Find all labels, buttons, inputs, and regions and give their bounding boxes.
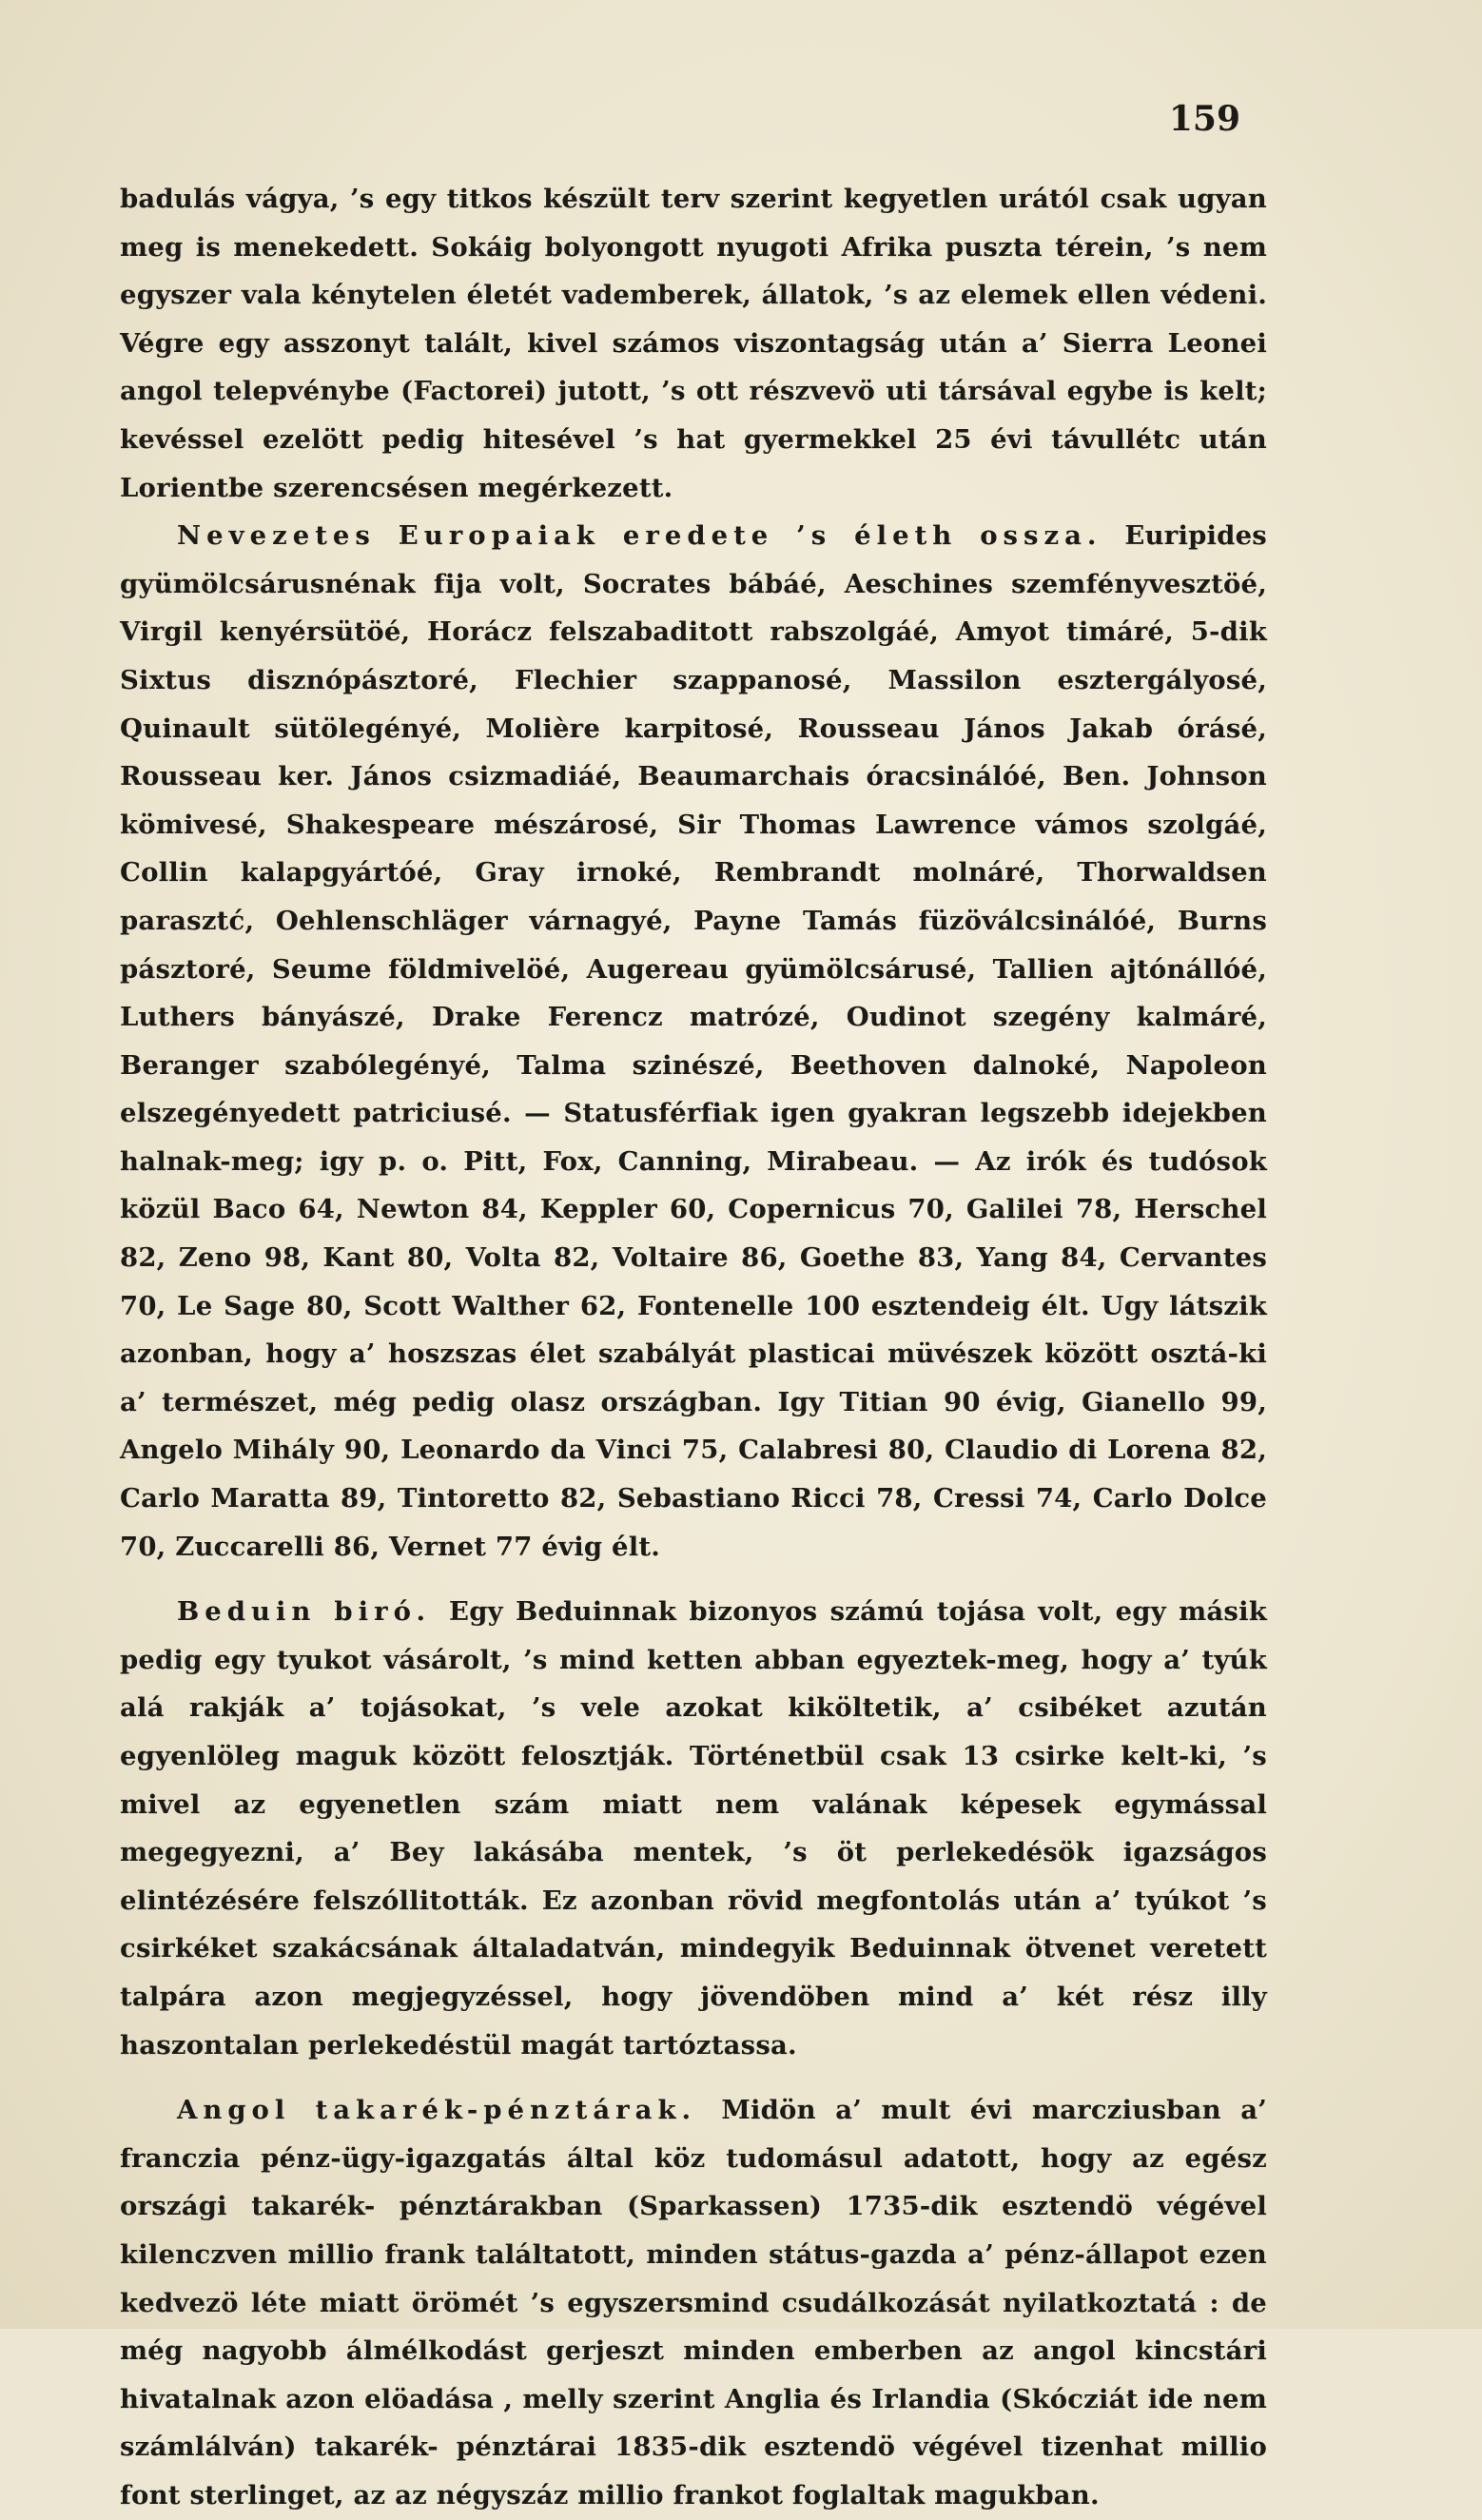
- paragraph-text: Midön a’ mult évi marcziusban a’ franczia pénz-ügy-igazgatás által köz tudomásul adatott, hogy az egész országi takarék- pénztárakban (Sparkassen) 1735-dik esztendö végével kilenczven millio frank találtatott, minden státus-gazda a’ pénz-állapot ezen kedvezö léte miatt örömét ’s egyszersmind csudálkozását nyilatkoztatá : de még nagyobb álmélkodást gerjeszt minden emberben az angol kincstári hivatalnak azon elöadása , melly szerint Anglia és Irlandia (Skócziát ide nem számlálván) takarék- pénztárai 1835-dik esztendö végével tizenhat millio font sterlinget, az az négyszáz millio frankot foglaltak magukban.: [120, 2095, 1267, 2510]
- text-block: [120, 175, 1267, 2520]
- paragraph-text: Egy Beduinnak bizonyos számú tojása volt, egy másik pedig egy tyukot vásárolt, ’s mind ketten abban egyeztek-meg, hogy a’ tyúk alá rakják a’ tojásokat, ’s vele azokat kiköltetik, a’ csibéket azután egyenlöleg maguk között felosztják. Történetbül csak 13 csirke kelt-ki, ’s mivel az egyenetlen szám miatt nem valának képesek egymással megegyezni, a’ Bey lakásába mentek, ’s öt perlekedésök igazságos elintézésére felszóllitották. Ez azonban rövid megfontolás után a’ tyúkot ’s csirkéket szakácsának általadatván, mindegyik Beduinnak ötvenet veretett talpára azon megjegyzéssel, hogy jövendöben mind a’ két rész illy haszontalan perlekedéstül magát tartóztassa.: [120, 1596, 1268, 2061]
- paragraph-escape-story: [120, 175, 1267, 512]
- paragraph-english-savings-banks: [120, 2086, 1267, 2519]
- section-heading: Nevezetes Europaiak eredete ’s életh ossza.: [177, 520, 1125, 552]
- paragraph-bedouin-judge: [120, 1588, 1267, 2069]
- paragraph-famous-europeans: [120, 512, 1267, 1571]
- page-number: 159: [1168, 99, 1240, 139]
- section-heading: Angol takarék-pénztárak.: [177, 2095, 722, 2126]
- section-heading: Beduin biró.: [177, 1596, 450, 1628]
- paragraph-text: badulás vágya, ’s egy titkos készült terv szerint kegyetlen urától csak ugyan meg is menekedett. Sokáig bolyongott nyugoti Afrika puszta térein, ’s nem egyszer vala kénytelen életét vademberek, állatok, ’s az elemek ellen védeni. Végre egy asszonyt talált, kivel számos viszontagság után a’ Sierra Leonei angol telepvénybe (Factorei) jutott, ’s ott részvevö uti társával egybe is kelt; kevéssel ezelött pedig hitesével ’s hat gyermekkel 25 évi távullétc után Lorientbe szerencsésen megérkezett.: [120, 184, 1267, 503]
- paragraph-text: Euripides gyümölcsárusnénak fija volt, Socrates bábáé, Aeschines szemfényvesztöé, Virgil kenyérsütöé, Horácz felszabaditott rabszolgáé, Amyot timáré, 5-dik Sixtus disznópásztoré, Flechier szappanosé, Massilon esztergályosé, Quinault sütölegényé, Molière karpitosé, Rousseau János Jakab órásé, Rousseau ker. János csizmadiáé, Beaumarchais óracsinálóé, Ben. Johnson kömivesé, Shakespeare mészárosé, Sir Thomas Lawrence vámos szolgáé, Collin kalapgyártóé, Gray irnoké, Rembrandt molnáré, Thorwaldsen parasztć, Oehlenschläger várnagyé, Payne Tamás füzöválcsinálóé, Burns pásztoré, Seume földmivelöé, Augereau gyümölcsárusé, Tallien ajtónállóé, Luthers bányászé, Drake Ferencz matrózé, Oudinot szegény kalmáré, Beranger szabólegényé, Talma szinészé, Beethoven dalnoké, Napoleon elszegényedett patriciusé. — Statusférfiak igen gyakran legszebb idejekben halnak-meg; igy p. o. Pitt, Fox, Canning, Mirabeau. — Az irók és tudósok közül Baco 64, Newton 84, Keppler 60, Copernicus 70, Galilei 78, Herschel 82, Zeno 98, Kant 80, Volta 82, Voltaire 86, Goethe 83, Yang 84, Cervantes 70, Le Sage 80, Scott Walther 62, Fontenelle 100 esztendeig élt. Ugy látszik azonban, hogy a’ hoszszas élet szabályát plasticai müvészek között osztá-ki a’ természet, még pedig olasz országban. Igy Titian 90 évig, Gianello 99, Angelo Mihály 90, Leonardo da Vinci 75, Calabresi 80, Claudio di Lorena 82, Carlo Maratta 89, Tintoretto 82, Sebastiano Ricci 78, Cressi 74, Carlo Dolce 70, Zuccarelli 86, Vernet 77 évig élt.: [120, 520, 1267, 1562]
